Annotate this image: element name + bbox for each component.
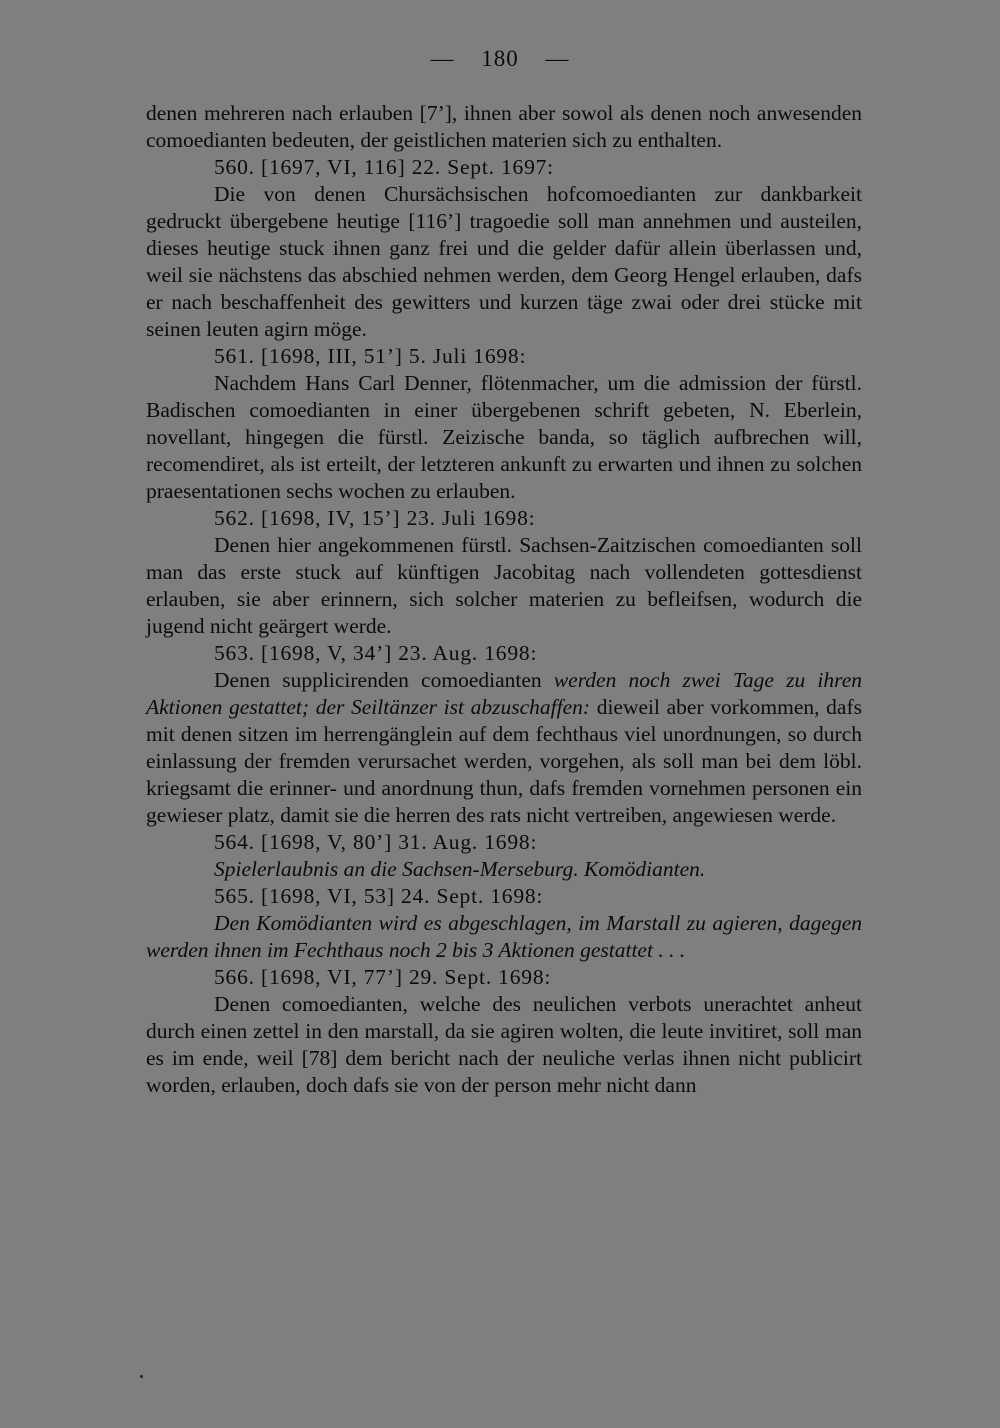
document-body [146,100,862,1099]
entry-text-segment: Denen supplicirenden comoedianten [214,668,554,692]
entry-heading: 564. [1698, V, 80’] 31. Aug. 1698: [214,830,538,854]
intro-paragraph: denen mehreren nach erlauben [7’], ihnen aber sowol als denen noch anwesenden comoedianten bedeuten, der geistlichen materien sich zu enthalten. [146,101,862,152]
entry-text-segment: Denen comoedianten, welche des neulichen verbots unerachtet anheut durch einen zettel in den marstall, da sie agiren wolten, die leute invitiret, soll man es im ende, weil [78] dem bericht nach der neuliche verlas ihnen nicht publicirt worden, erlauben, doch dafs sie von der person mehr nicht dann [146,992,862,1097]
entry-text-segment: Denen hier angekommenen fürstl. Sachsen-Zaitzischen comoedianten soll man das erste stuck auf künftigen Jacobitag nach vollendeten gottesdienst erlauben, sie aber erinnern, sich solcher materien zu befleifsen, wodurch die jugend nicht geärgert werde. [146,533,862,638]
entry-text [146,532,862,640]
entry-heading: 563. [1698, V, 34’] 23. Aug. 1698: [214,641,538,665]
entry-text-segment: Die von denen Chursächsischen hofcomoedianten zur dankbarkeit gedruckt übergebene heutige [116’] tragoedie soll man annehmen und austeilen, dieses heutige stuck ihnen ganz frei und die gelder dafür allein überlassen und, weil sie nächstens das abschied nehmen werden, dem Georg Hengel erlauben, dafs er nach beschaffenheit des gewitters und kurzen täge zwai oder drei stücke mit seinen leuten agirn möge. [146,182,862,341]
entry-text [146,991,862,1099]
document-entry [146,883,862,964]
entry-heading: 565. [1698, VI, 53] 24. Sept. 1698: [214,884,544,908]
entry-text [146,370,862,505]
print-speck [140,1375,143,1378]
entry-heading: 566. [1698, VI, 77’] 29. Sept. 1698: [214,965,552,989]
document-entry [146,829,862,883]
italic-summary: werden noch zwei Tage zu ihren Aktionen gestattet; der Seiltänzer ist abzuschaffen: [146,668,863,719]
italic-summary: Den Komödianten wird es abgeschlagen, im Marstall zu agieren, dagegen werden ihnen im Fechthaus noch 2 bis 3 Aktionen gestattet . . . [146,911,862,962]
document-entry [146,640,862,829]
entry-text-segment: Nachdem Hans Carl Denner, flötenmacher, um die admission der fürstl. Badischen comoedianten in einer übergebenen schrift gebeten, N. Eberlein, novellant, hingegen die fürstl. Zeizische banda, so täglich aufbrechen will, recomendiret, als ist erteilt, der letzteren ankunft zu erwarten und ihnen zu solchen praesentationen sechs wochen zu erlauben. [146,371,862,503]
entry-heading: 560. [1697, VI, 116] 22. Sept. 1697: [214,155,554,179]
entry-text-segment: dieweil aber vorkommen, dafs mit denen sitzen im herrengänglein auf dem fechthaus viel unordnungen, so durch einlassung der fremden verursachet werden, vorgehen, als soll man bei dem löbl. kriegsamt die erinner- und anordnung thun, dafs fremden vornehmen personen ein gewieser platz, damit sie die herren des rats nicht vertreiben, angewiesen werde. [146,695,863,827]
entry-heading: 561. [1698, III, 51’] 5. Juli 1698: [214,344,527,368]
document-entry [146,505,862,640]
document-entry [146,154,862,343]
document-entry [146,964,862,1099]
italic-summary: Spielerlaubnis an die Sachsen-Merseburg. Komödianten. [214,857,706,881]
entry-text [146,181,862,343]
entries-list [146,154,862,1099]
entry-text [146,667,862,829]
page-number-header: — 180 — [430,46,570,71]
entry-heading: 562. [1698, IV, 15’] 23. Juli 1698: [214,506,536,530]
document-entry [146,343,862,505]
entry-text [146,856,862,883]
entry-text [146,910,862,964]
